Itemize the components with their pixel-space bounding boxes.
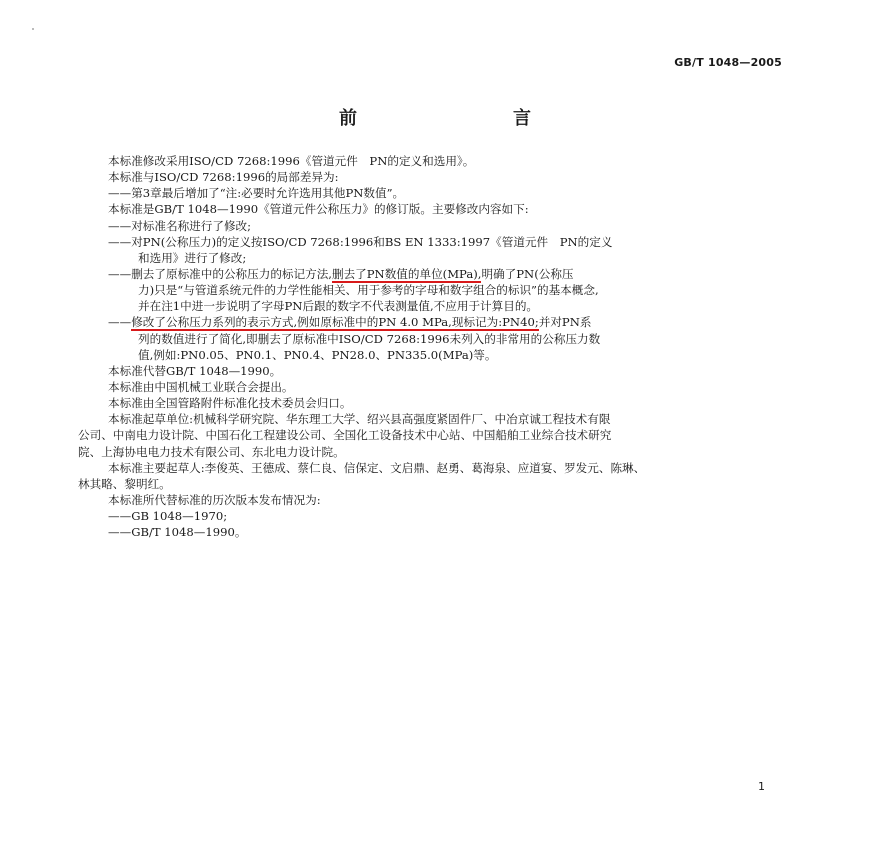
list-text: 并对PN系 [538, 315, 592, 330]
list-item-continuation: 值,例如:PN0.05、PN0.1、PN0.4、PN28.0、PN335.0(MPa)等。 [138, 347, 497, 362]
list-item: ——GB/T 1048—1990。 [108, 525, 247, 540]
paragraph-line: 本标准是GB/T 1048—1990《管道元件公称压力》的修订版。主要修改内容如下: [108, 202, 529, 217]
list-item [108, 314, 788, 330]
paragraph-line: 本标准代替GB/T 1048—1990。 [108, 363, 282, 378]
list-item: ——GB 1048—1970; [108, 509, 228, 524]
paragraph-continuation: 公司、中南电力设计院、中国石化工程建设公司、全国化工设备技术中心站、中国船舶工业综合技术研究 [78, 428, 612, 443]
scan-speck [32, 28, 34, 30]
paragraph-line: 本标准修改采用ISO/CD 7268:1996《管道元件 PN的定义和选用》。 [108, 154, 475, 168]
list-text: ——删去了原标准中的公称压力的标记方法, [108, 266, 332, 281]
list-item-continuation: 并在注1中进一步说明了字母PN后跟的数字不代表测量值,不应用于计算目的。 [138, 299, 539, 314]
list-item-continuation: 列的数值进行了简化,即删去了原标准中ISO/CD 7268:1996未列入的非常用的公称压力数 [138, 331, 601, 346]
list-item-continuation: 和选用》进行了修改; [138, 250, 247, 265]
paragraph-line: 本标准由全国管路附件标准化技术委员会归口。 [108, 396, 352, 411]
list-item-continuation: 力)只是“与管道系统元件的力学性能相关、用于参考的字母和数字组合的标识”的基本概念, [138, 283, 599, 298]
list-dash: —— [108, 315, 132, 330]
paragraph-continuation: 院、上海协电电力技术有限公司、东北电力设计院。 [78, 444, 345, 459]
red-underlined-text: 删去了PN数值的单位(MPa), [331, 266, 482, 281]
list-item: ——对标准名称进行了修改; [108, 218, 252, 233]
page-title: 前 言 [339, 108, 571, 129]
paragraph-line: 本标准所代替标准的历次版本发布情况为: [108, 492, 321, 507]
standard-number: GB/T 1048—2005 [674, 56, 782, 69]
document-body [78, 153, 788, 540]
paragraph-continuation: 林其略、黎明红。 [78, 476, 171, 491]
list-item: ——对PN(公称压力)的定义按ISO/CD 7268:1996和BS EN 1333:1997《管道元件 PN的定义 [108, 234, 613, 249]
page-number: 1 [758, 780, 765, 793]
list-item: ——第3章最后增加了“注:必要时允许选用其他PN数值”。 [108, 186, 405, 201]
red-underlined-text: 修改了公称压力系列的表示方式,例如原标准中的PN 4.0 MPa,现标记为:PN40; [131, 315, 539, 330]
paragraph-line: 本标准与ISO/CD 7268:1996的局部差异为: [108, 170, 339, 185]
paragraph-line: 本标准起草单位:机械科学研究院、华东理工大学、绍兴县高强度紧固件厂、中冶京诚工程技术有限 [108, 412, 611, 427]
list-text: 明确了PN(公称压 [481, 266, 574, 281]
paragraph-line: 本标准主要起草人:李俊英、王德成、蔡仁良、信保定、文启鼎、赵勇、葛海泉、应道宴、罗发元、陈琳、 [108, 460, 646, 475]
paragraph-line: 本标准由中国机械工业联合会提出。 [108, 379, 294, 394]
list-item [108, 266, 788, 282]
